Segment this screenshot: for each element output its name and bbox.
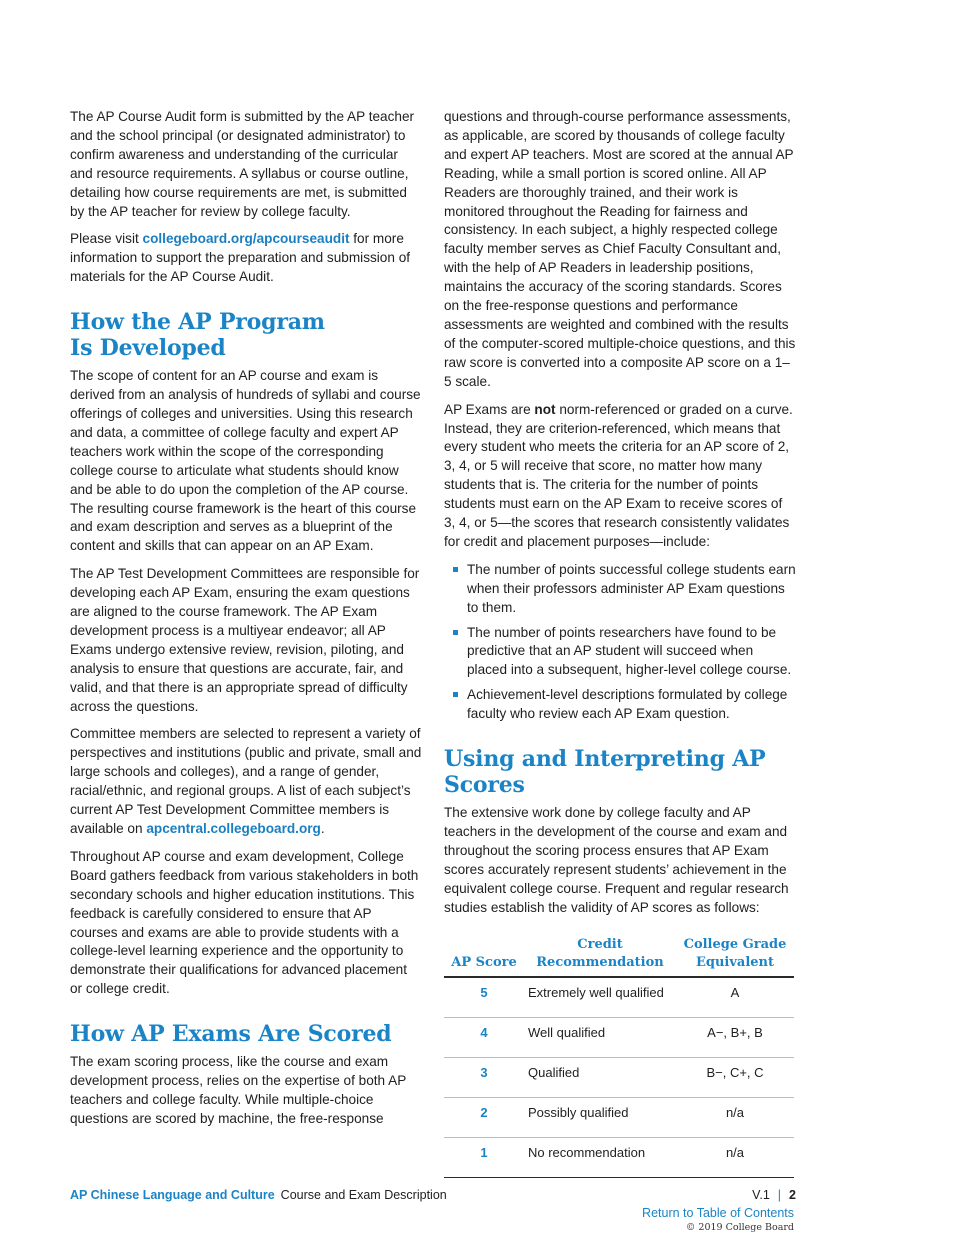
visit-text-after: for more information to support the preparation and submission of materials for the AP Course Audit. (70, 231, 411, 285)
ap-score-table (444, 936, 794, 1178)
footer-course-name: AP Chinese Language and Culture (70, 1188, 275, 1202)
header-college-grade: College Grade Equivalent (676, 936, 794, 977)
recommendation-cell: Well qualified (524, 1017, 676, 1057)
grade-cell: A (676, 977, 794, 1018)
version-label: V.1 (752, 1188, 770, 1202)
table-row (444, 1057, 794, 1097)
recommendation-cell: Extremely well qualified (524, 977, 676, 1018)
score-cell: 2 (444, 1097, 524, 1137)
course-audit-link[interactable]: collegeboard.org/apcourseaudit (142, 231, 350, 247)
score-cell: 1 (444, 1137, 524, 1177)
course-audit-paragraph: The AP Course Audit form is submitted by the AP teacher and the school principal (or designated administrator) to confirm awareness and understanding of the curricular and resource requirements. A syllabus or course outline, detailing how course requirements are met, is submitted by the AP teacher for review by college faculty. (70, 109, 415, 219)
heading-how-developed (70, 309, 422, 361)
footer-separator: | (777, 1188, 782, 1202)
members-text-after: . (320, 821, 325, 836)
feedback-paragraph: Throughout AP course and exam development, College Board gathers feedback from various stakeholders in both secondary schools and higher education institutions. This feedback is carefully considered to ensure that AP courses and exams are able to provide students with a college-level learning experience and the opportunity to demonstrate their qualifications for advanced placement or college credit. (70, 848, 419, 997)
copyright-notice: © 2019 College Board (685, 1222, 794, 1233)
right-column (444, 108, 796, 1178)
recommendation-cell: No recommendation (524, 1137, 676, 1177)
score-cell: 5 (444, 977, 524, 1018)
heading-how-developed-line1: How the AP Program (70, 309, 325, 336)
grade-cell: n/a (676, 1137, 794, 1177)
heading-using-scores: Using and Interpreting AP Scores (444, 746, 766, 799)
list-item: The number of points successful college students earn when their professors administer AP Exam questions to them. (444, 561, 796, 618)
members-paragraph (70, 725, 422, 838)
table-row (444, 1017, 794, 1057)
norm-text: AP Exams are (444, 401, 535, 417)
members-text: Committee members are selected to represent a variety of perspectives and institutions (public and private, small and large schools and colleges), and a range of gender, racial/ethnic, and regional groups. A list of each subject’s current AP Test Development Committee members is available on (70, 726, 422, 836)
recommendation-cell: Possibly qualified (524, 1097, 676, 1137)
footer-page-info (752, 1188, 796, 1202)
list-item: Achievement-level descriptions formulated by college faculty who review each AP Exam question. (444, 686, 796, 724)
norm-emphasis: not (534, 401, 556, 417)
score-cell: 4 (444, 1017, 524, 1057)
left-column (70, 108, 422, 1138)
apcentral-link[interactable]: apcentral.collegeboard.org (146, 821, 321, 836)
header-ap-score: AP Score (444, 936, 524, 977)
scoring-process-paragraph: The exam scoring process, like the course and exam development process, relies on the expertise of both AP teachers and college faculty. While multiple-choice questions are scored by machine, the free-response (70, 1054, 407, 1126)
visit-paragraph (70, 230, 422, 287)
table-row (444, 977, 794, 1018)
table-row (444, 1137, 794, 1177)
criteria-list (444, 561, 796, 724)
validity-paragraph: The extensive work done by college faculty and AP teachers in the development of the course and exam and throughout the scoring process ensures that AP Exam scores accurately represent students’ achievement in the equivalent college course. Frequent and regular research studies establish the validity of AP scores as follows: (444, 805, 789, 915)
table-header-row (444, 936, 794, 977)
grade-cell: B−, C+, C (676, 1057, 794, 1097)
table-row (444, 1097, 794, 1137)
committees-paragraph: The AP Test Development Committees are responsible for developing each AP Exam, ensuring the exam questions are aligned to the course framework. The AP Exam development process is a multiyear endeavor; all AP Exams undergo extensive review, revision, piloting, and analysis to ensure that questions are accurate, fair, and valid, and that there is an appropriate spread of difficulty across the questions. (70, 566, 420, 714)
return-to-toc-link[interactable]: Return to Table of Contents (642, 1206, 794, 1220)
grade-cell: n/a (676, 1097, 794, 1137)
recommendation-cell: Qualified (524, 1057, 676, 1097)
heading-how-developed-line2: Is Developed (70, 335, 226, 362)
norm-text-after: norm-referenced or graded on a curve. Instead, they are criterion-referenced, which means that every student who meets the criteria for an AP score of 2, 3, 4, or 5 will receive that score, no matter how many students that is. The criteria for the number of points students must earn on the AP Exam to receive scores of 3, 4, or 5—the scores that research consistently validates for credit and placement purposes—include: (444, 401, 793, 549)
scope-paragraph: The scope of content for an AP course and exam is derived from an analysis of hundreds of syllabi and course offerings of colleges and universities. Using this research and data, a committee of college faculty and expert AP teachers work within the scope of the corresponding college course to articulate what students should know and be able to do upon the completion of the AP course. The resulting course framework is the heart of this course and exam description and serves as a blueprint of the content and skills that can appear on an AP Exam. (70, 368, 421, 554)
footer-doc-name: Course and Exam Description (280, 1188, 447, 1202)
norm-referenced-paragraph (444, 401, 796, 552)
page-number: 2 (789, 1188, 796, 1202)
score-cell: 3 (444, 1057, 524, 1097)
heading-how-scored: How AP Exams Are Scored (70, 1021, 392, 1048)
scoring-continued-paragraph: questions and through-course performance assessments, as applicable, are scored by thousands of college faculty and expert AP teachers. Most are scored at the annual AP Reading, while a small portion is scored online. All AP Readers are thoroughly trained, and their work is monitored throughout the Reading for fairness and consistency. In each subject, a highly respected college faculty member serves as Chief Faculty Consultant and, with the help of AP Readers in leadership positions, maintains the accuracy of the scoring standards. Scores on the free-response questions and performance assessments are weighted and combined with the results of the computer-scored multiple-choice questions, and this raw score is converted into a composite AP score on a 1–5 scale. (444, 109, 796, 389)
header-credit-recommendation: Credit Recommendation (524, 936, 676, 977)
list-item: The number of points researchers have found to be predictive that an AP student will succeed when placed into a subsequent, higher-level college course. (444, 624, 796, 681)
visit-text: Please visit (70, 231, 143, 247)
footer-course-title (70, 1188, 447, 1202)
grade-cell: A−, B+, B (676, 1017, 794, 1057)
